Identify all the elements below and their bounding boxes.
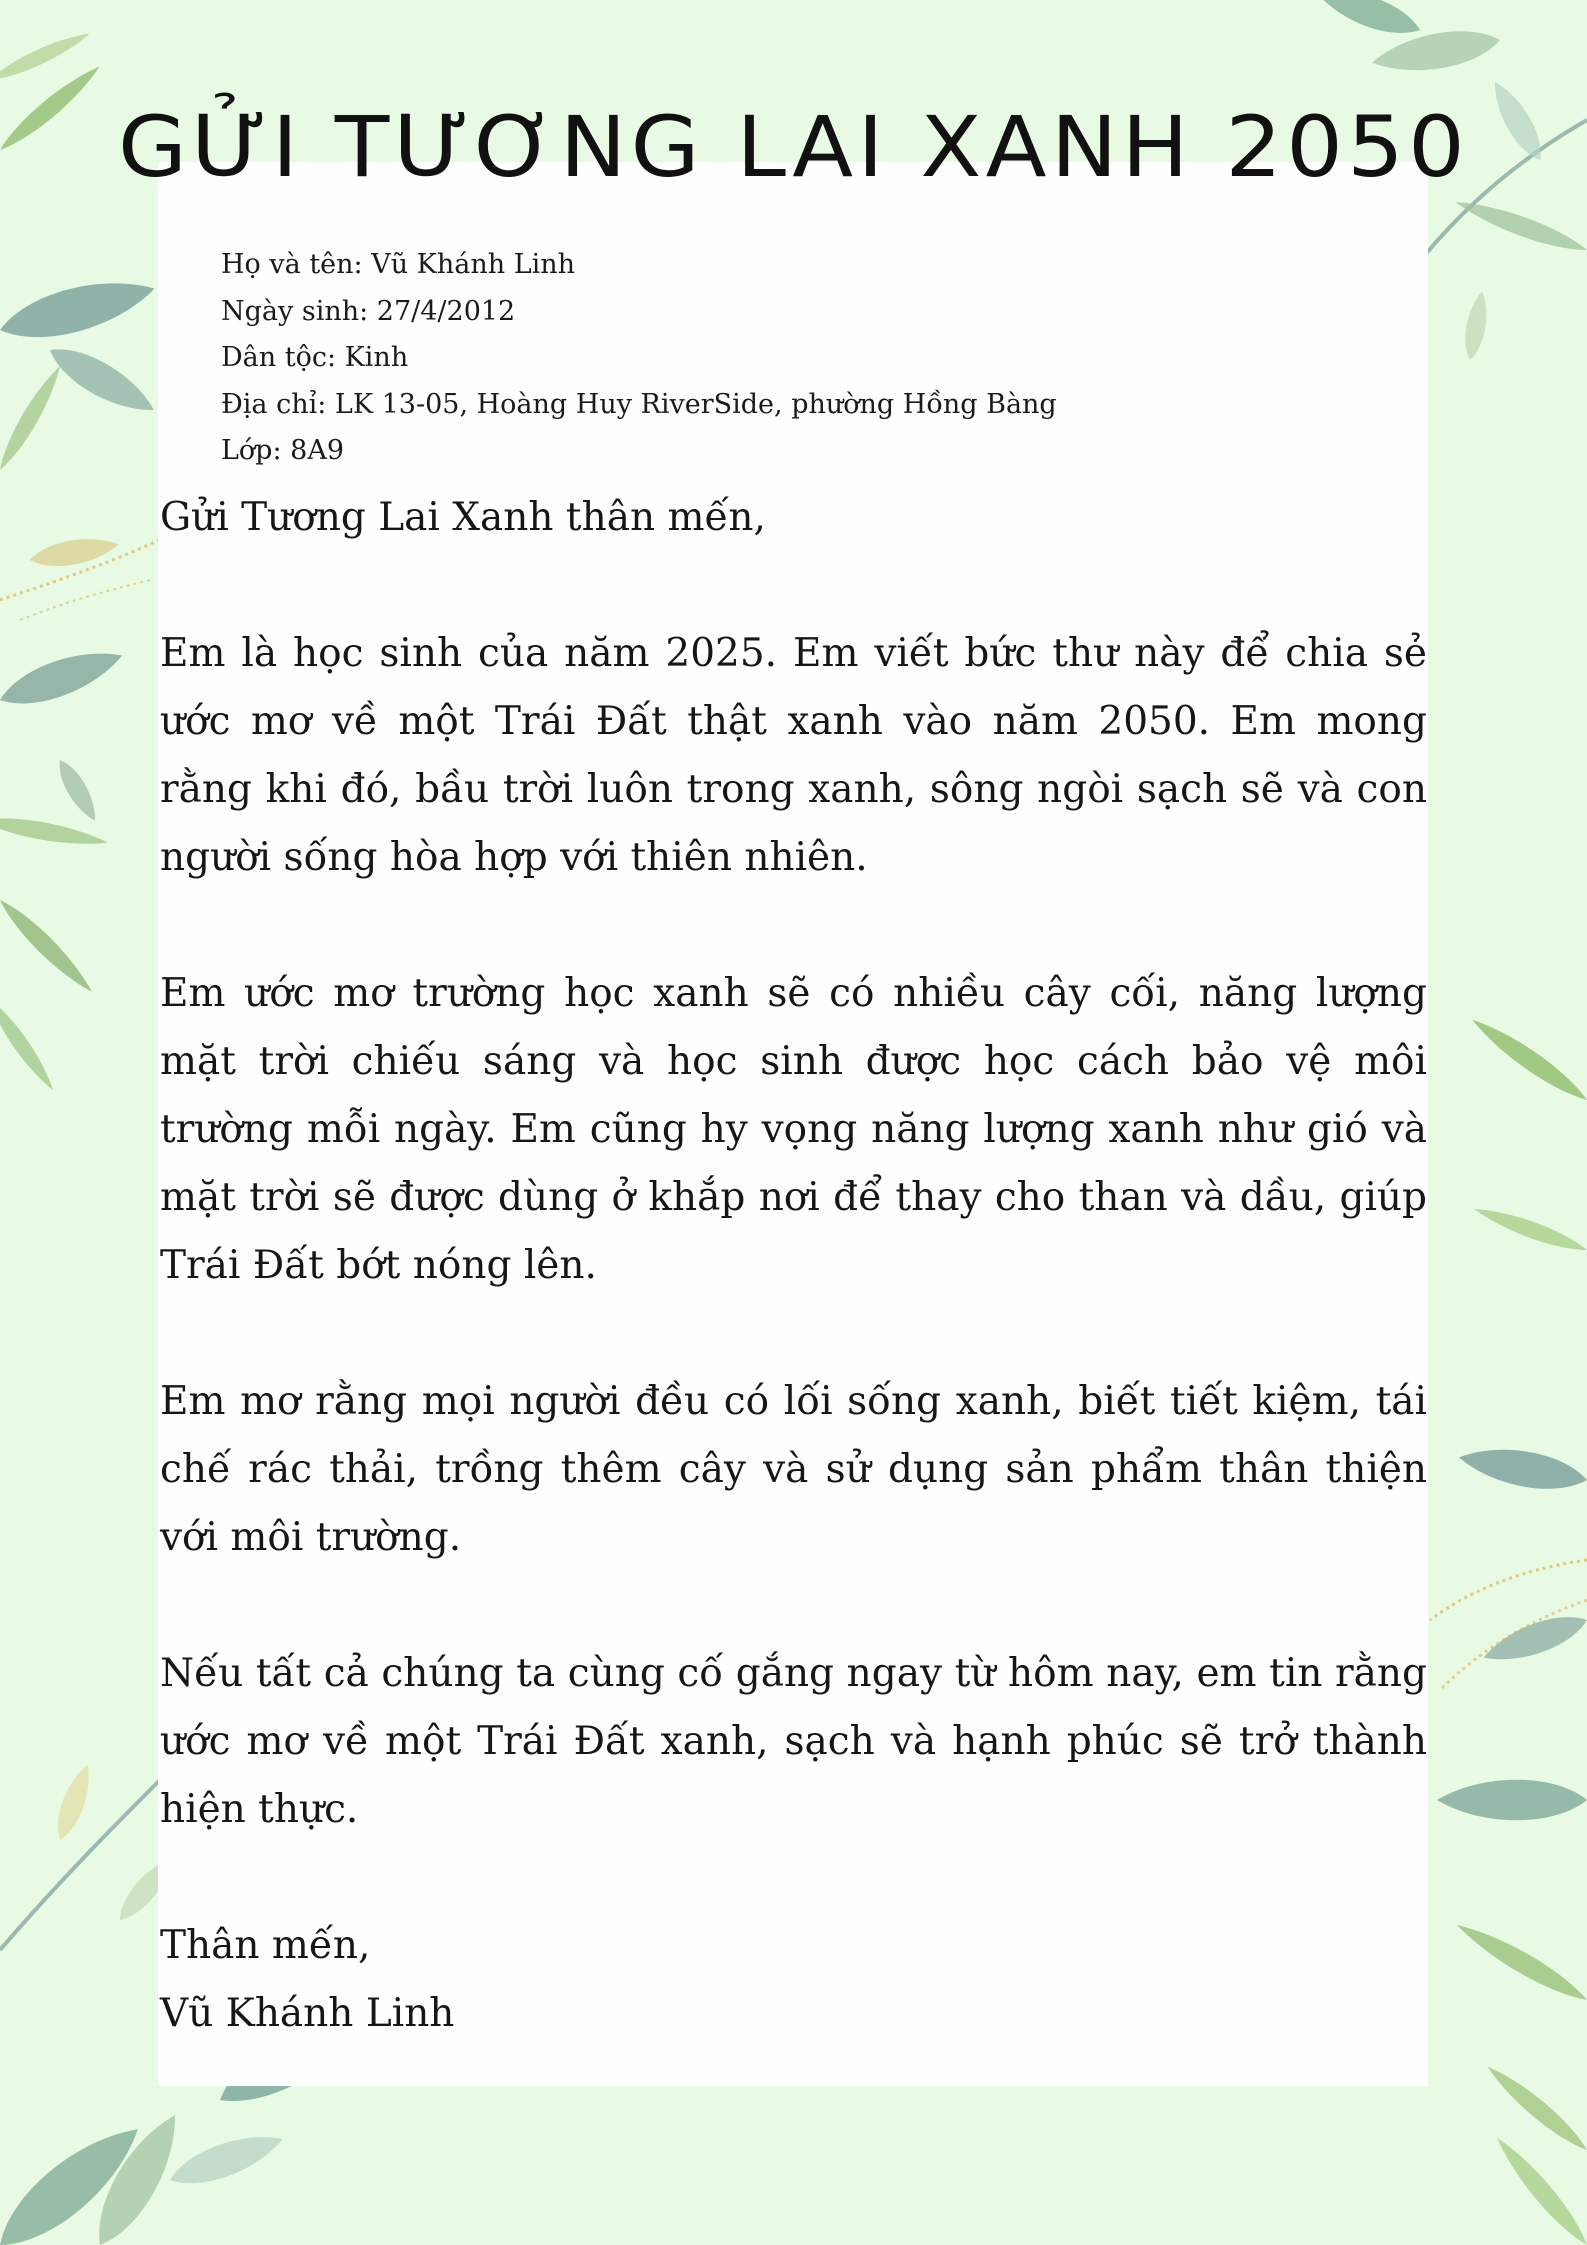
letter-body — [160, 484, 1427, 2048]
student-address: Địa chỉ: LK 13-05, Hoàng Huy RiverSide, phường Hồng Bàng — [221, 388, 1057, 420]
leaf-cluster-bottom-right — [1452, 1916, 1587, 2245]
letter-paragraph-2: Em ước mơ trường học xanh sẽ có nhiều cây cối, năng lượng mặt trời chiếu sáng và học sinh được học cách bảo vệ môi trường mỗi ngày. Em cũng hy vọng năng lượng xanh như gió và mặt trời sẽ được dùng ở khắp nơi để thay cho than và dầu, giúp Trái Đất bớt nóng lên. — [160, 971, 1427, 1288]
letter-paragraph-1: Em là học sinh của năm 2025. Em viết bức thư này để chia sẻ ước mơ về một Trái Đất thật xanh vào năm 2050. Em mong rằng khi đó, bầu trời luôn trong xanh, sông ngòi sạch sẽ và con người sống hòa hợp với thiên nhiên. — [160, 631, 1427, 880]
student-ethnicity: Dân tộc: Kinh — [221, 342, 409, 373]
student-info — [221, 242, 1321, 475]
letter-closing-block — [160, 1912, 1427, 2048]
letter-closing: Thân mến, — [160, 1923, 371, 1968]
letter-paragraph-3: Em mơ rằng mọi người đều có lối sống xanh, biết tiết kiệm, tái chế rác thải, trồng thêm cây và sử dụng sản phẩm thân thiện với môi trường. — [160, 1379, 1427, 1560]
student-class: Lớp: 8A9 — [221, 435, 345, 466]
letter-signature: Vũ Khánh Linh — [160, 1991, 455, 2036]
letter-title: GỬI TƯƠNG LAI XANH 2050 — [118, 98, 1469, 196]
leaf-cluster-left — [0, 639, 128, 1094]
student-birthdate: Ngày sinh: 27/4/2012 — [221, 295, 516, 327]
letter-greeting: Gửi Tương Lai Xanh thân mến, — [160, 495, 766, 540]
student-name: Họ và tên: Vũ Khánh Linh — [221, 249, 576, 280]
letter-paragraph-4: Nếu tất cả chúng ta cùng cố gắng ngay từ hôm nay, em tin rằng ước mơ về một Trái Đất xanh, sạch và hạnh phúc sẽ trở thành hiện thực. — [160, 1651, 1427, 1832]
